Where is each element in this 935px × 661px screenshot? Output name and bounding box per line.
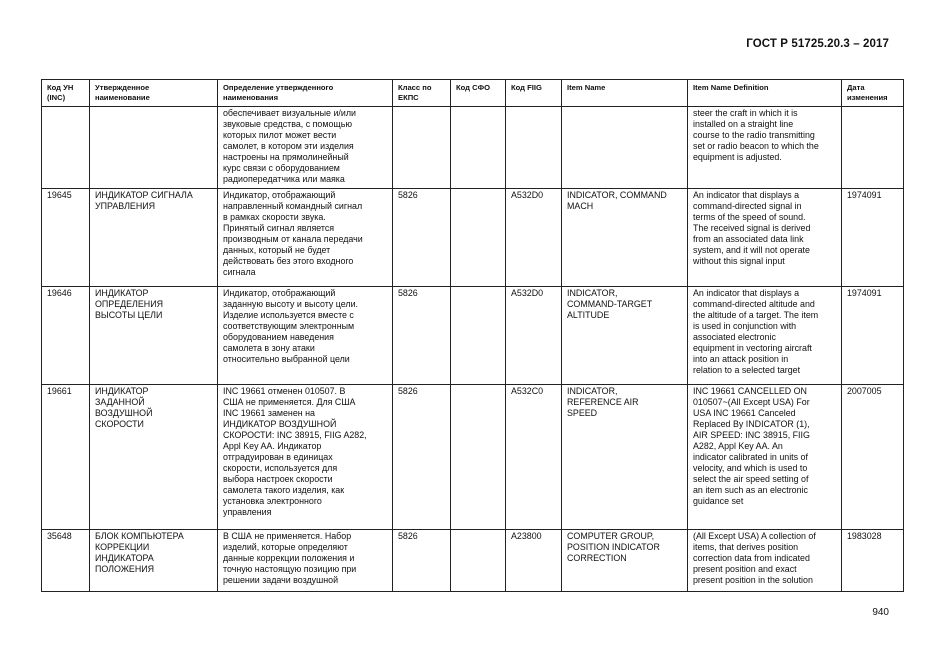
cell-item-definition: INC 19661 CANCELLED ON 010507~(All Except USA) For USA INC 19661 Canceled Replaced By INDICATOR (1), AIR SPEED: INC 38915, FIIG A282, Appl Key AA. An indicator calibrated in units of velocity, and which is used to select the air speed setting of an item such as an electronic guidance set [688, 385, 842, 530]
cell-ekps: 5826 [393, 189, 451, 287]
cell-fiig: A23800 [506, 530, 562, 592]
table-row [42, 530, 904, 592]
cell-ekps [393, 107, 451, 189]
table-row [42, 189, 904, 287]
cell-inc: 19661 [42, 385, 90, 530]
cell-ekps: 5826 [393, 287, 451, 385]
header-item-name: Item Name [562, 80, 688, 107]
document-standard-id: ГОСТ Р 51725.20.3 – 2017 [746, 38, 889, 50]
cell-definition: Индикатор, отображающий заданную высоту и высоту цели. Изделие используется вместе с соответствующим электронным оборудованием наведения самолета в зону атаки относительно выбранной цели [218, 287, 393, 385]
cell-definition: В США не применяется. Набор изделий, которые определяют данные коррекции положения и точную настоящую позицию при решении задачи воздушной [218, 530, 393, 592]
cell-inc: 35648 [42, 530, 90, 592]
cell-item-definition: An indicator that displays a command-directed altitude and the altitude of a target. The item is used in conjunction with associated electronic equipment in vectoring aircraft into an attack position in relation to a selected target [688, 287, 842, 385]
cell-definition: обеспечивает визуальные и/или звуковые средства, с помощью которых пилот может вести самолет, в котором эти изделия настроены на прямолинейный курс связи с оборудованием радиопередатчика или маяка [218, 107, 393, 189]
cell-sfo [451, 189, 506, 287]
header-inc: Код УН (INC) [42, 80, 90, 107]
cell-item-name [562, 107, 688, 189]
header-item-name-definition: Item Name Definition [688, 80, 842, 107]
cell-item-definition: steer the craft in which it is installed on a straight line course to the radio transmitting set or radio beacon to which the equipment is adjusted. [688, 107, 842, 189]
header-change-date: Дата изменения [842, 80, 904, 107]
cell-name [90, 107, 218, 189]
header-sfo-code: Код СФО [451, 80, 506, 107]
cell-sfo [451, 107, 506, 189]
cell-date: 1974091 [842, 287, 904, 385]
cell-item-definition: (All Except USA) A collection of items, that derives position correction data from indicated present position and exact present position in the solution [688, 530, 842, 592]
cell-item-name: INDICATOR, COMMAND-TARGET ALTITUDE [562, 287, 688, 385]
cell-ekps: 5826 [393, 530, 451, 592]
cell-item-name: INDICATOR, COMMAND MACH [562, 189, 688, 287]
cell-date: 1983028 [842, 530, 904, 592]
cell-sfo [451, 530, 506, 592]
cell-fiig: A532D0 [506, 189, 562, 287]
cell-ekps: 5826 [393, 385, 451, 530]
cell-definition: Индикатор, отображающий направленный командный сигнал в рамках скорости звука. Принятый сигнал является производным от канала передачи данных, который не будет действовать без этого входного сигнала [218, 189, 393, 287]
cell-definition: INC 19661 отменен 010507. В США не применяется. Для США INC 19661 заменен на ИНДИКАТОР ВОЗДУШНОЙ СКОРОСТИ: INC 38915, FIIG A282, Appl Key AA. Индикатор отградуирован в единицах скорости, используется для выбора настроек скорости самолета такого изделия, как установка электронного управления [218, 385, 393, 530]
header-definition: Определение утвержденного наименования [218, 80, 393, 107]
cell-sfo [451, 287, 506, 385]
cell-name: ИНДИКАТОР ЗАДАННОЙ ВОЗДУШНОЙ СКОРОСТИ [90, 385, 218, 530]
cell-item-definition: An indicator that displays a command-directed signal in terms of the speed of sound. The received signal is derived from an associated data link system, and it will not operate without this signal input [688, 189, 842, 287]
header-fiig-code: Код FIIG [506, 80, 562, 107]
cell-date: 1974091 [842, 189, 904, 287]
table-header-row [42, 80, 904, 107]
cell-fiig: A532C0 [506, 385, 562, 530]
cell-sfo [451, 385, 506, 530]
cell-item-name: COMPUTER GROUP, POSITION INDICATOR CORRECTION [562, 530, 688, 592]
cell-name: БЛОК КОМПЬЮТЕРА КОРРЕКЦИИ ИНДИКАТОРА ПОЛОЖЕНИЯ [90, 530, 218, 592]
cell-inc: 19645 [42, 189, 90, 287]
cell-fiig [506, 107, 562, 189]
cell-item-name: INDICATOR, REFERENCE AIR SPEED [562, 385, 688, 530]
cell-name: ИНДИКАТОР СИГНАЛА УПРАВЛЕНИЯ [90, 189, 218, 287]
page-number: 940 [872, 607, 889, 618]
table-row [42, 385, 904, 530]
table-row [42, 107, 904, 189]
header-approved-name: Утвержденное наименование [90, 80, 218, 107]
table-row [42, 287, 904, 385]
cell-inc: 19646 [42, 287, 90, 385]
catalog-table [41, 79, 904, 592]
cell-date [842, 107, 904, 189]
header-ekps-class: Класс по ЕКПС [393, 80, 451, 107]
cell-inc [42, 107, 90, 189]
cell-date: 2007005 [842, 385, 904, 530]
cell-fiig: A532D0 [506, 287, 562, 385]
cell-name: ИНДИКАТОР ОПРЕДЕЛЕНИЯ ВЫСОТЫ ЦЕЛИ [90, 287, 218, 385]
